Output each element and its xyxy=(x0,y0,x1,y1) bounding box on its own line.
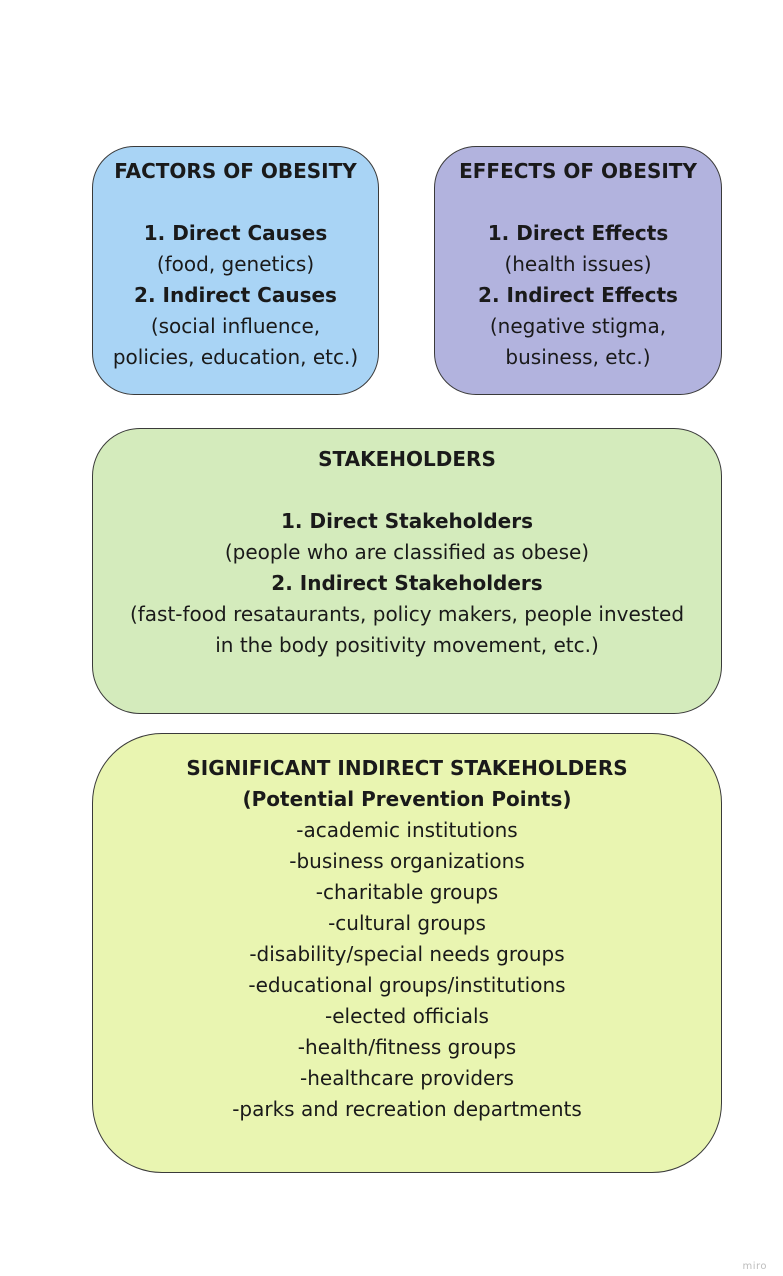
significant-list-item: -charitable groups xyxy=(315,880,499,904)
indirect-effects-heading: 2. Indirect Effects xyxy=(478,283,678,307)
indirect-causes-detail-line1: (social influence, xyxy=(150,314,321,338)
stakeholders-box xyxy=(92,428,722,714)
significant-subtitle: (Potential Prevention Points) xyxy=(242,787,572,811)
direct-causes-heading: 1. Direct Causes xyxy=(143,221,328,245)
direct-stakeholders-heading: 1. Direct Stakeholders xyxy=(280,509,533,533)
effects-spacer xyxy=(435,187,721,218)
significant-list-item: -business organizations xyxy=(289,849,525,873)
significant-list-item: -elected officials xyxy=(325,1004,489,1028)
significant-title: SIGNIFICANT INDIRECT STAKEHOLDERS xyxy=(186,756,628,780)
significant-list-item: -cultural groups xyxy=(328,911,486,935)
significant-indirect-stakeholders-box xyxy=(92,733,722,1173)
direct-causes-detail: (food, genetics) xyxy=(156,252,315,276)
significant-list-item: -parks and recreation departments xyxy=(232,1097,582,1121)
stakeholders-spacer xyxy=(93,475,721,506)
effects-of-obesity-box xyxy=(434,146,722,395)
indirect-causes-heading: 2. Indirect Causes xyxy=(134,283,337,307)
factors-of-obesity-box xyxy=(92,146,379,395)
significant-list-item: -disability/special needs groups xyxy=(249,942,565,966)
significant-list-item: -educational groups/institutions xyxy=(248,973,566,997)
significant-list-item: -academic institutions xyxy=(296,818,518,842)
indirect-stakeholders-detail-line2: in the body positivity movement, etc.) xyxy=(215,633,599,657)
indirect-stakeholders-heading: 2. Indirect Stakeholders xyxy=(271,571,543,595)
direct-effects-heading: 1. Direct Effects xyxy=(487,221,669,245)
miro-watermark: miro xyxy=(742,1261,767,1272)
factors-title: FACTORS OF OBESITY xyxy=(114,159,357,183)
direct-effects-detail: (health issues) xyxy=(504,252,652,276)
stakeholders-title: STAKEHOLDERS xyxy=(318,447,496,471)
indirect-effects-detail-line2: business, etc.) xyxy=(505,345,651,369)
significant-list-item: -healthcare providers xyxy=(300,1066,514,1090)
factors-spacer xyxy=(93,187,378,218)
indirect-effects-detail-line1: (negative stigma, xyxy=(489,314,667,338)
significant-list-item: -health/fitness groups xyxy=(297,1035,517,1059)
indirect-causes-detail-line2: policies, education, etc.) xyxy=(112,345,359,369)
direct-stakeholders-detail: (people who are classified as obese) xyxy=(224,540,590,564)
effects-title: EFFECTS OF OBESITY xyxy=(459,159,697,183)
indirect-stakeholders-detail-line1: (fast-food resataurants, policy makers, people invested xyxy=(129,602,685,626)
